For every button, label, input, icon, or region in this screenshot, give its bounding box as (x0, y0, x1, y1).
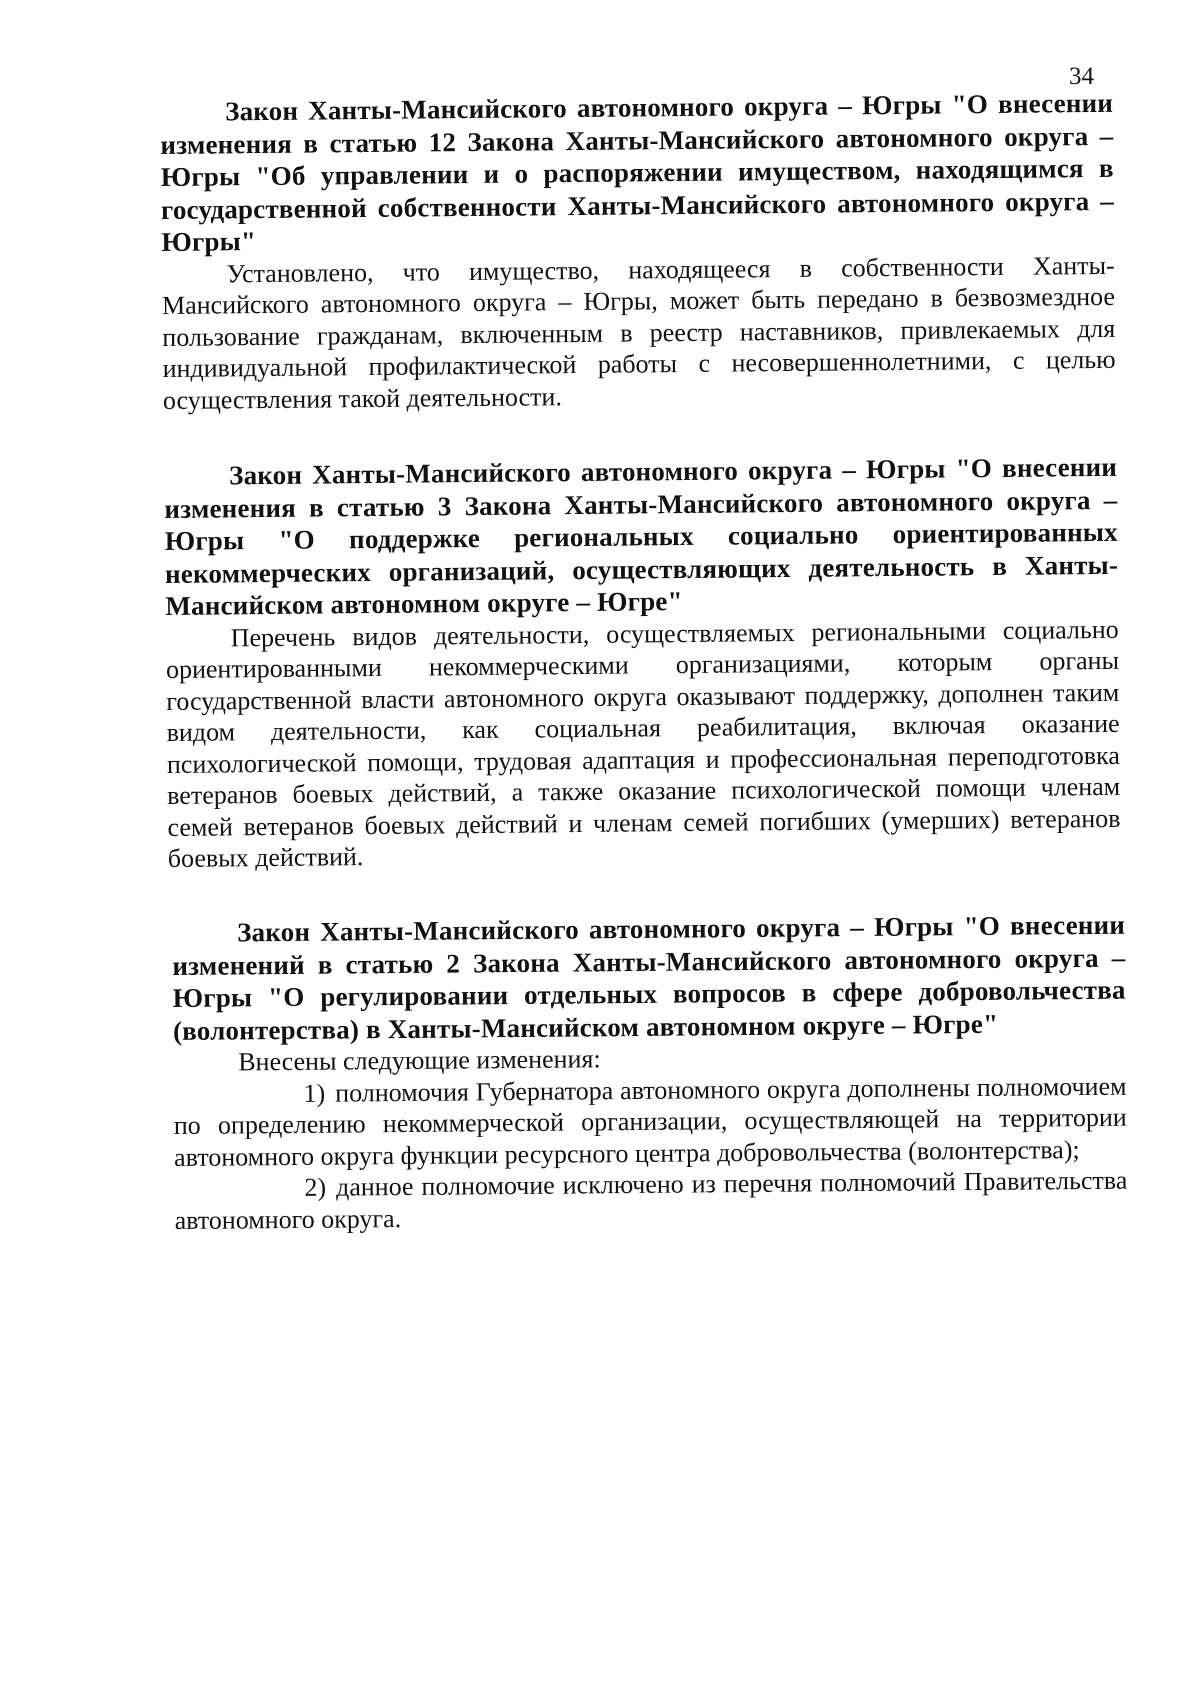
law-section-1 (160, 87, 1116, 416)
law-summary-intro: Внесены следующие изменения: (238, 1044, 601, 1077)
page-number: 34 (1069, 63, 1094, 90)
list-item (174, 1165, 1128, 1236)
law-title: Закон Ханты-Мансийского автономного округа – Югры "О внесении изменения в статью 12 Закона Ханты-Мансийского автономного округа – Югры "Об управлении и о распоряжении имуществом, находящимся в государственной собственности Ханты-Мансийского автономного округа – Югры" (160, 87, 1115, 257)
list-item-text: данное полномочие исключено из перечня полномочий Правительства автономного округа. (174, 1165, 1128, 1235)
law-title: Закон Ханты-Мансийского автономного округа – Югры "О внесении изменения в статью 3 Закона Ханты-Мансийского автономного округа – Югры "О поддержке региональных социально ориентированных некоммерческих организаций, осуществляющих деятельность в Ханты-Мансийском автономном округе – Югре" (164, 451, 1119, 621)
law-title: Закон Ханты-Мансийского автономного округа – Югры "О внесении изменений в статью 2 Закона Ханты-Мансийского автономного округа – Югры "О регулировании отдельных вопросов в сфере добровольчества (волонтерства) в Ханты-Мансийском автономном округе – Югре" (172, 909, 1126, 1046)
list-item (173, 1070, 1127, 1173)
law-section-3 (172, 909, 1128, 1236)
law-summary: Установлено, что имущество, находящееся в собственности Ханты-Мансийского автономного округа – Югры, может быть передано в безвозмездное пользование гражданам, включенным в реестр наставников, привлекаемых для индивидуальной профилактической работы с несовершеннолетними, с целью осуществления такой деятельности. (161, 250, 1116, 415)
list-item-number: 1) (303, 1078, 326, 1108)
law-summary: Перечень видов деятельности, осуществляемых региональными социально ориентированными некоммерческими организациями, которым органы государственной власти автономного округа оказывают поддержку, дополнен таким видом деятельности, как социальная реабилитация, включая оказание психологической помощи, трудовая адаптация и профессиональная переподготовка ветеранов боевых действий, а также оказание психологической помощи членам семей ветеранов боевых действий и членам семей погибших (умерших) ветеранов боевых действий. (165, 614, 1121, 873)
list-item-text: полномочия Губернатора автономного округа дополнены полномочием по определению некоммерческой организации, осуществляющей на территории автономного округа функции ресурсного центра добровольчества (волонтерства); (173, 1071, 1127, 1172)
list-item-number: 2) (304, 1172, 327, 1202)
law-section-2 (164, 451, 1121, 875)
